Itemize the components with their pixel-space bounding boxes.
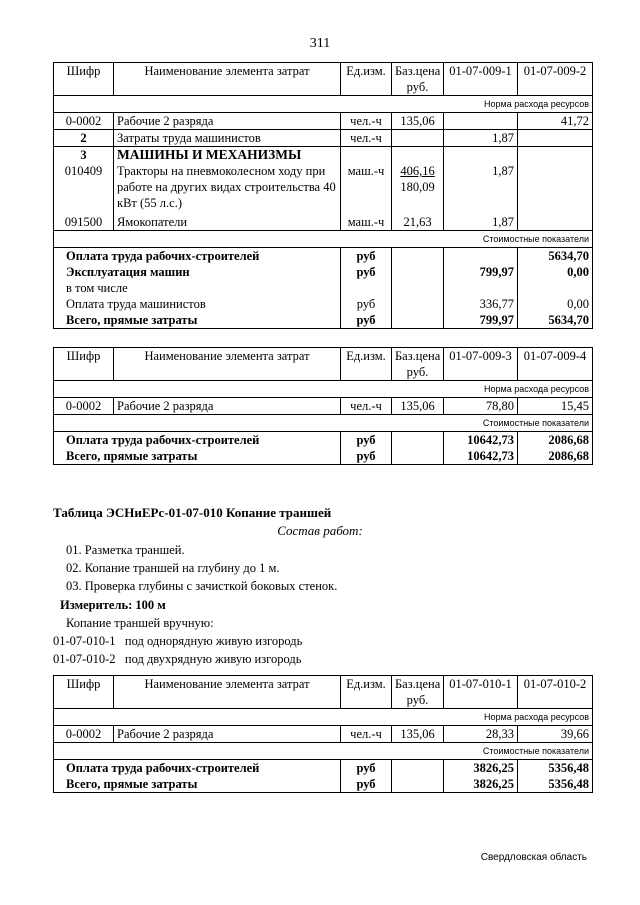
total-name: Эксплуатация машин <box>54 264 341 280</box>
norma-label: Норма расхода ресурсов <box>54 709 593 726</box>
row-price <box>392 130 444 147</box>
total-value-2: 2086,68 <box>518 432 593 449</box>
work-composition-heading: Состав работ: <box>277 523 363 538</box>
item-text: под двухрядную живую изгородь <box>124 652 302 666</box>
total-value-1 <box>444 248 518 265</box>
row-value-2 <box>518 214 593 231</box>
total-unit: руб <box>341 448 392 465</box>
table-row <box>54 130 593 147</box>
total-unit: руб <box>341 776 392 793</box>
total-value-1: 3826,25 <box>444 776 518 793</box>
norma-label: Норма расхода ресурсов <box>54 96 593 113</box>
total-row <box>54 448 593 465</box>
row-value-1 <box>444 113 518 130</box>
total-name: в том числе <box>54 280 341 296</box>
header-col1: 01-07-009-1 <box>444 63 518 96</box>
row-name: Рабочие 2 разряда <box>114 113 341 130</box>
total-name: Оплата труда рабочих-строителей <box>54 760 341 777</box>
row-unit: чел.-ч <box>341 726 392 743</box>
row-name: Ямокопатели <box>114 214 341 231</box>
header-price: Баз.цена руб. <box>392 63 444 96</box>
row-price: 21,63 <box>392 214 444 231</box>
total-value-1: 799,97 <box>444 312 518 329</box>
header-col2: 01-07-009-2 <box>518 63 593 96</box>
stoim-label: Стоимостные показатели <box>54 743 593 760</box>
item-code: 01-07-010-2 <box>53 652 116 666</box>
header-col1: 01-07-010-1 <box>444 676 518 709</box>
list-item <box>53 632 302 650</box>
row-code: 091500 <box>54 214 114 231</box>
total-value-2: 5634,70 <box>518 248 593 265</box>
item-text: под однорядную живую изгородь <box>124 634 303 648</box>
total-name: Оплата труда машинистов <box>54 296 341 312</box>
row-code: 0-0002 <box>54 113 114 130</box>
total-unit: руб <box>341 760 392 777</box>
header-unit: Ед.изм. <box>341 676 392 709</box>
total-unit: руб <box>341 296 392 312</box>
row-code: 0-0002 <box>54 398 114 415</box>
section-title: МАШИНЫ И МЕХАНИЗМЫ <box>114 147 341 164</box>
header-code: Шифр <box>54 348 114 381</box>
row-unit: чел.-ч <box>341 130 392 147</box>
resource-table-1 <box>53 62 593 329</box>
table-row <box>54 113 593 130</box>
price-value: 406,16 <box>400 164 435 178</box>
resource-table-3 <box>53 675 593 793</box>
header-name: Наименование элемента затрат <box>114 676 341 709</box>
row-price: 135,06 <box>392 113 444 130</box>
total-name: Оплата труда рабочих-строителей <box>54 248 341 265</box>
row-value-2: 15,45 <box>518 398 593 415</box>
table-row <box>54 726 593 743</box>
total-value-1: 336,77 <box>444 296 518 312</box>
total-value-2: 0,00 <box>518 296 593 312</box>
row-value-2 <box>518 163 593 214</box>
row-code: 2 <box>54 130 114 147</box>
table-row <box>54 398 593 415</box>
table-row <box>54 214 593 231</box>
stoim-label: Стоимостные показатели <box>54 415 593 432</box>
header-col1: 01-07-009-3 <box>444 348 518 381</box>
row-price <box>392 163 444 214</box>
row-value-1: 1,87 <box>444 214 518 231</box>
table-header <box>54 676 593 709</box>
table-title: Таблица ЭСНиЕРс-01-07-010 Копание траншей <box>53 505 332 520</box>
row-value-1: 1,87 <box>444 130 518 147</box>
header-unit: Ед.изм. <box>341 63 392 96</box>
total-row <box>54 760 593 777</box>
header-name: Наименование элемента затрат <box>114 348 341 381</box>
total-name: Оплата труда рабочих-строителей <box>54 432 341 449</box>
header-unit: Ед.изм. <box>341 348 392 381</box>
total-unit: руб <box>341 312 392 329</box>
stoim-label: Стоимостные показатели <box>54 231 593 248</box>
page-footer: Свердловская область <box>480 852 587 863</box>
row-name: Рабочие 2 разряда <box>114 726 341 743</box>
row-unit: маш.-ч <box>341 214 392 231</box>
total-unit: руб <box>341 248 392 265</box>
total-name: Всего, прямые затраты <box>54 448 341 465</box>
row-name: Затраты труда машинистов <box>114 130 341 147</box>
total-row <box>54 432 593 449</box>
row-code: 0-0002 <box>54 726 114 743</box>
list-item <box>53 650 302 668</box>
row-value-1: 78,80 <box>444 398 518 415</box>
total-unit: руб <box>341 432 392 449</box>
row-unit: чел.-ч <box>341 113 392 130</box>
total-value-1: 3826,25 <box>444 760 518 777</box>
price-value: 180,09 <box>400 180 435 194</box>
row-value-2: 41,72 <box>518 113 593 130</box>
total-value-2: 0,00 <box>518 264 593 280</box>
header-price: Баз.цена руб. <box>392 676 444 709</box>
row-value-1: 1,87 <box>444 163 518 214</box>
row-value-2 <box>518 130 593 147</box>
total-unit: руб <box>341 264 392 280</box>
header-col2: 01-07-010-2 <box>518 676 593 709</box>
table-row <box>54 163 593 214</box>
total-name: Всего, прямые затраты <box>54 776 341 793</box>
work-step: 03. Проверка глубины с зачисткой боковых стенок. <box>66 579 338 593</box>
total-value-1: 10642,73 <box>444 448 518 465</box>
page-number: 311 <box>309 36 331 51</box>
total-row <box>54 280 593 296</box>
item-code: 01-07-010-1 <box>53 634 116 648</box>
header-code: Шифр <box>54 676 114 709</box>
total-row <box>54 248 593 265</box>
row-price: 135,06 <box>392 726 444 743</box>
item-list <box>53 632 302 668</box>
total-value-2: 5356,48 <box>518 760 593 777</box>
total-row <box>54 264 593 280</box>
row-value-2: 39,66 <box>518 726 593 743</box>
total-name: Всего, прямые затраты <box>54 312 341 329</box>
table-row <box>54 147 593 164</box>
header-name: Наименование элемента затрат <box>114 63 341 96</box>
row-value-1: 28,33 <box>444 726 518 743</box>
work-step: 02. Копание траншей на глубину до 1 м. <box>66 561 280 575</box>
total-row <box>54 296 593 312</box>
header-price: Баз.цена руб. <box>392 348 444 381</box>
total-value-2: 5634,70 <box>518 312 593 329</box>
resource-table-2 <box>53 347 593 465</box>
total-value-1: 799,97 <box>444 264 518 280</box>
total-value-2: 5356,48 <box>518 776 593 793</box>
header-code: Шифр <box>54 63 114 96</box>
total-value-2: 2086,68 <box>518 448 593 465</box>
norma-label: Норма расхода ресурсов <box>54 381 593 398</box>
work-steps <box>66 541 337 595</box>
header-col2: 01-07-009-4 <box>518 348 593 381</box>
table-header <box>54 63 593 96</box>
section-code: 3 <box>54 147 114 164</box>
row-unit: чел.-ч <box>341 398 392 415</box>
row-unit: маш.-ч <box>341 163 392 214</box>
row-price: 135,06 <box>392 398 444 415</box>
total-row <box>54 312 593 329</box>
row-name: Тракторы на пневмоколесном ходу при работе на других видах строительства 40 кВт (55 л.с.) <box>114 163 341 214</box>
intro-text: Копание траншей вручную: <box>66 616 214 630</box>
table-header <box>54 348 593 381</box>
measure-unit: Измеритель: 100 м <box>60 598 166 612</box>
total-row <box>54 776 593 793</box>
row-code: 010409 <box>54 163 114 214</box>
total-value-1: 10642,73 <box>444 432 518 449</box>
work-step: 01. Разметка траншей. <box>66 543 185 557</box>
row-name: Рабочие 2 разряда <box>114 398 341 415</box>
